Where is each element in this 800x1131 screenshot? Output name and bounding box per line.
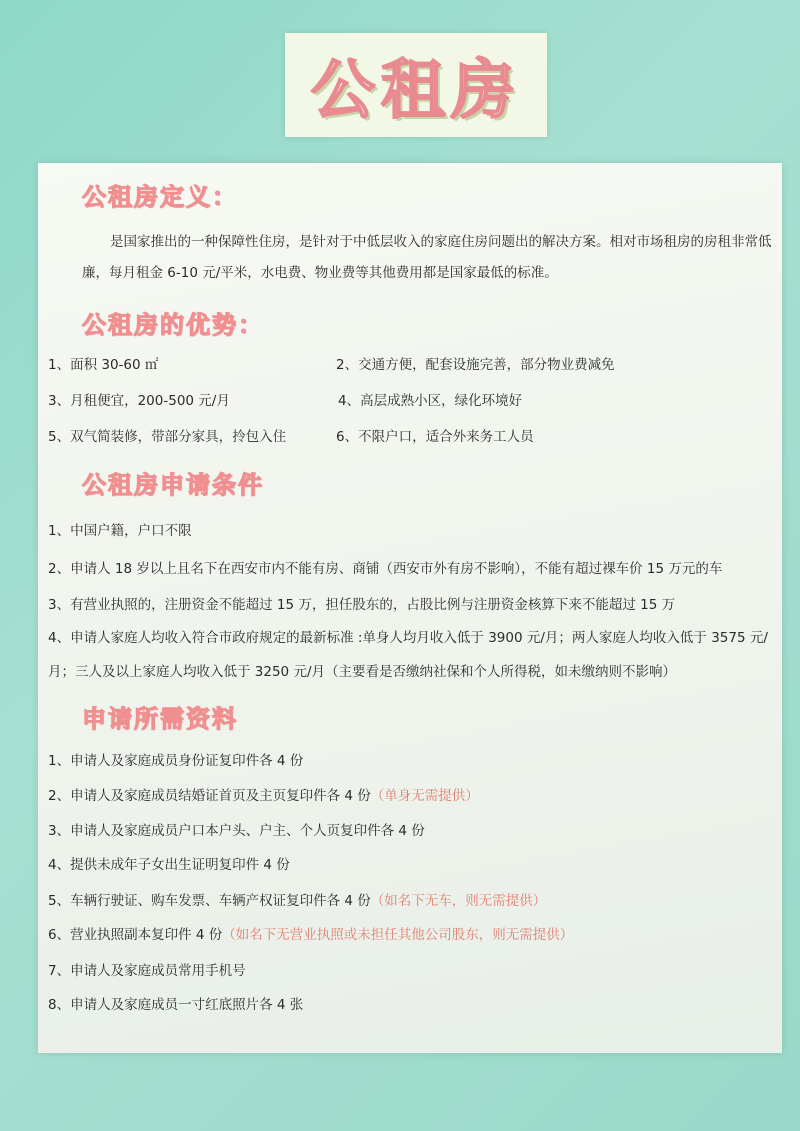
material-item: 1、申请人及家庭成员身份证复印件各 4 份	[48, 753, 304, 769]
condition-item: 3、有营业执照的，注册资金不能超过 15 万，担任股东的，占股比例与注册资金核算下来不能超过 15 万	[48, 597, 676, 613]
materials-heading: 申请所需资料	[82, 705, 238, 733]
material-item: 8、申请人及家庭成员一寸红底照片各 4 张	[48, 997, 304, 1013]
advantage-item: 3、月租便宜，200-500 元/月	[48, 393, 230, 409]
content-card	[38, 163, 782, 1053]
definition-heading: 公租房定义：	[82, 183, 238, 211]
material-item: 2、申请人及家庭成员结婚证首页及主页复印件各 4 份（单身无需提供）	[48, 788, 479, 804]
page-title: 公租房	[311, 54, 521, 128]
definition-text: 是国家推出的一种保障性住房，是针对于中低层收入的家庭住房问题出的解决方案。相对市场租房的房租非常低廉，每月租金 6-10 元/平米，水电费、物业费等其他费用都是国家最低的标准。	[82, 234, 772, 281]
material-note: （如名下无营业执照或未担任其他公司股东，则无需提供）	[222, 927, 574, 943]
condition-item: 1、中国户籍，户口不限	[48, 523, 192, 539]
material-note: （如名下无车，则无需提供）	[370, 893, 547, 909]
material-item: 7、申请人及家庭成员常用手机号	[48, 963, 246, 979]
material-item: 3、申请人及家庭成员户口本户头、户主、个人页复印件各 4 份	[48, 823, 425, 839]
advantage-item: 4、高层成熟小区，绿化环境好	[338, 393, 523, 409]
advantage-item: 5、双气简装修，带部分家具，拎包入住	[48, 429, 287, 445]
condition-item: 4、申请人家庭人均收入符合市政府规定的最新标准 :单身人均月收入低于 3900 元/月；两人家庭人均收入低于 3575 元/月；三人及以上家庭人均收入低于 3250 元/月（主要看是否缴纳社保和个人所得税，如未缴纳则不影响）	[48, 630, 768, 680]
material-item: 4、提供未成年子女出生证明复印件 4 份	[48, 857, 290, 873]
material-item: 5、车辆行驶证、购车发票、车辆产权证复印件各 4 份（如名下无车，则无需提供）	[48, 893, 547, 909]
advantages-heading: 公租房的优势：	[82, 311, 264, 339]
advantage-item: 6、不限户口，适合外来务工人员	[336, 429, 534, 445]
title-banner	[285, 33, 547, 137]
material-item: 6、营业执照副本复印件 4 份（如名下无营业执照或未担任其他公司股东，则无需提供）	[48, 927, 574, 943]
advantage-item: 2、交通方便，配套设施完善，部分物业费减免	[336, 357, 615, 373]
condition-item: 2、申请人 18 岁以上且名下在西安市内不能有房、商铺（西安市外有房不影响），不能有超过裸车价 15 万元的车	[48, 561, 723, 577]
advantage-item: 1、面积 30-60 ㎡	[48, 357, 159, 373]
conditions-heading: 公租房申请条件	[82, 471, 264, 499]
material-note: （单身无需提供）	[370, 788, 479, 804]
